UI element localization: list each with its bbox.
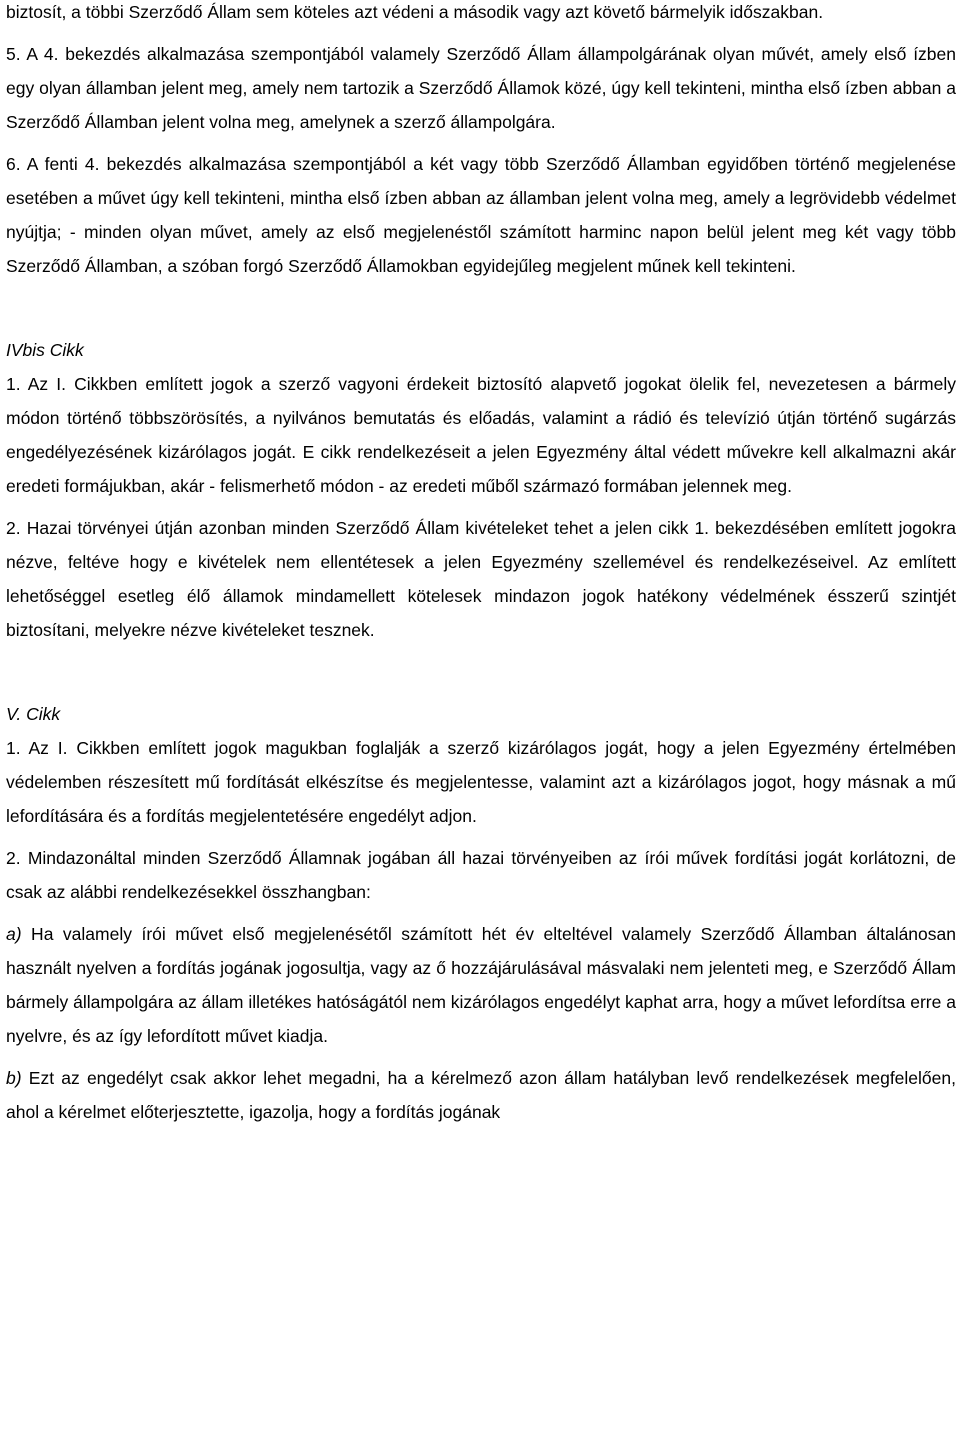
heading-ivbis-cikk: IVbis Cikk: [6, 340, 84, 360]
item-label-b: b): [6, 1068, 22, 1088]
continuation-paragraph: biztosít, a többi Szerződő Állam sem köteles azt védeni a második vagy azt követő bármelyik időszakban.: [6, 2, 824, 22]
v-paragraph-1: 1. Az I. Cikkben említett jogok magukban foglalják a szerző kizárólagos jogát, hogy a jelen Egyezmény értelmében védelemben részesített mű fordítását elkészítse és megjelentesse, valamint azt a kizárólagos jogot, hogy másnak a mű lefordítására és a fordítás megjelentetésére engedélyt adjon.: [6, 738, 956, 826]
v-paragraph-2b: [6, 1061, 956, 1129]
ivbis-paragraph-1: 1. Az I. Cikkben említett jogok a szerző vagyoni érdekeit biztosító alapvető jogokat ölelik fel, nevezetesen a bármely módon történő többszörösítés, a nyilvános bemutatás és előadás, valamint a rádió és televízió útján történő sugárzás engedélyezésének kizárólagos jogát. E cikk rendelkezéseit a jelen Egyezmény által védett művekre kell alkalmazni akár eredeti formájukban, akár - felismerhető módon - az eredeti műből származó formában jelennek meg.: [6, 374, 956, 496]
heading-v-cikk: V. Cikk: [6, 704, 61, 724]
item-text-b: Ezt az engedélyt csak akkor lehet megadni, ha a kérelmező azon állam hatályban levő rendelkezések megfelelően, ahol a kérelmet előterjesztette, igazolja, hogy a fordítás jogának: [6, 1068, 956, 1122]
document-page: [6, 0, 956, 1129]
v-paragraph-2: 2. Mindazonáltal minden Szerződő Államnak jogában áll hazai törvényeiben az írói művek fordítási jogát korlátozni, de csak az alábbi rendelkezésekkel összhangban:: [6, 848, 956, 902]
ivbis-paragraph-2: 2. Hazai törvényei útján azonban minden Szerződő Állam kivételeket tehet a jelen cikk 1. bekezdésében említett jogokra nézve, feltéve hogy e kivételek nem ellentétesek a jelen Egyezmény szellemével és rendelkezéseivel. Az említett lehetőséggel esetleg élő államok mindamellett kötelesek mindazon jogok hatékony védelmének ésszerű szintjét biztosítani, melyekre nézve kivételeket tesznek.: [6, 518, 956, 640]
paragraph-6: 6. A fenti 4. bekezdés alkalmazása szempontjából a két vagy több Szerződő Államban egyidőben történő megjelenése esetében a művet úgy kell tekinteni, mintha első ízben abban az államban jelent volna meg, amely a legrövidebb védelmet nyújtja; - minden olyan művet, amely az első megjelenéstől számított harminc napon belül jelent meg két vagy több Szerződő Államban, a szóban forgó Szerződő Államokban egyidejűleg megjelent műnek kell tekinteni.: [6, 154, 956, 276]
item-text-a: Ha valamely írói művet első megjelenésétől számított hét év elteltével valamely Szerződő Államban általánosan használt nyelven a fordítás jogának jogosultja, vagy az ő hozzájárulásával másvalaki nem jelenteti meg, e Szerződő Állam bármely állampolgára az állam illetékes hatóságától nem kizárólagos engedélyt kaphat arra, hogy a művet lefordítsa erre a nyelvre, és az így lefordított művet kiadja.: [6, 924, 956, 1046]
v-paragraph-2a: [6, 917, 956, 1053]
paragraph-5: 5. A 4. bekezdés alkalmazása szempontjából valamely Szerződő Állam állampolgárának olyan művét, amely első ízben egy olyan államban jelent meg, amely nem tartozik a Szerződő Államok közé, úgy kell tekinteni, mintha első ízben abban a Szerződő Államban jelent volna meg, amelynek a szerző állampolgára.: [6, 44, 956, 132]
item-label-a: a): [6, 924, 22, 944]
